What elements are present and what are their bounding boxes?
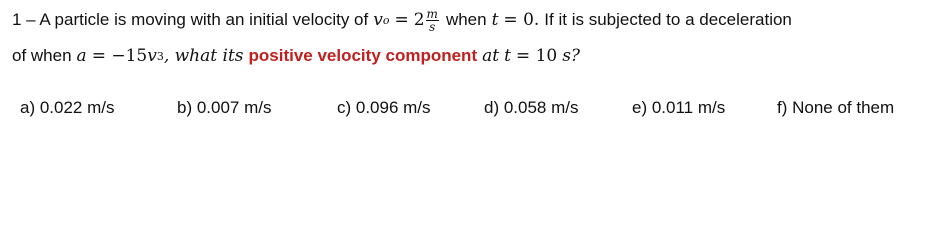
velocity-symbol: v (373, 10, 383, 30)
acceleration-expression: = −15 (91, 46, 148, 66)
option-d[interactable]: d) 0.058 m/s (484, 98, 579, 117)
option-b[interactable]: b) 0.007 m/s (177, 98, 272, 117)
question-line-2 (12, 42, 580, 70)
time-value: = 10 (515, 46, 558, 66)
question-prefix: 1 – A particle is moving with an initial velocity of (12, 10, 369, 29)
unit-denominator: s (429, 19, 436, 34)
of-when-text: of when (12, 46, 72, 65)
velocity-subscript: o (382, 13, 390, 27)
velocity-value: 2 (413, 10, 425, 30)
option-e[interactable]: e) 0.011 m/s (632, 98, 726, 117)
option-a[interactable]: a) 0.022 m/s (20, 98, 115, 117)
velocity-exponent: 3 (156, 49, 164, 63)
highlight-text: positive velocity component (248, 46, 478, 65)
equals-sign: = (394, 10, 409, 30)
what-its-text: , what its (163, 46, 244, 66)
seconds-unit: s? (562, 46, 581, 66)
acceleration-symbol: a (76, 46, 87, 66)
time-symbol-2: t (504, 46, 511, 66)
unit-fraction (426, 8, 439, 33)
unit-numerator: m (426, 6, 438, 21)
question-line-1 (12, 2, 792, 38)
time-symbol: t (491, 10, 499, 30)
when-text: when (445, 10, 487, 29)
time-zero: = 0. (503, 10, 540, 30)
answer-options (0, 95, 925, 121)
deceleration-text: If it is subjected to a deceleration (544, 10, 792, 29)
at-text: at (482, 46, 500, 66)
option-c[interactable]: c) 0.096 m/s (337, 98, 431, 117)
option-f[interactable]: f) None of them (777, 98, 895, 117)
velocity-cubed-symbol: v (147, 46, 157, 66)
